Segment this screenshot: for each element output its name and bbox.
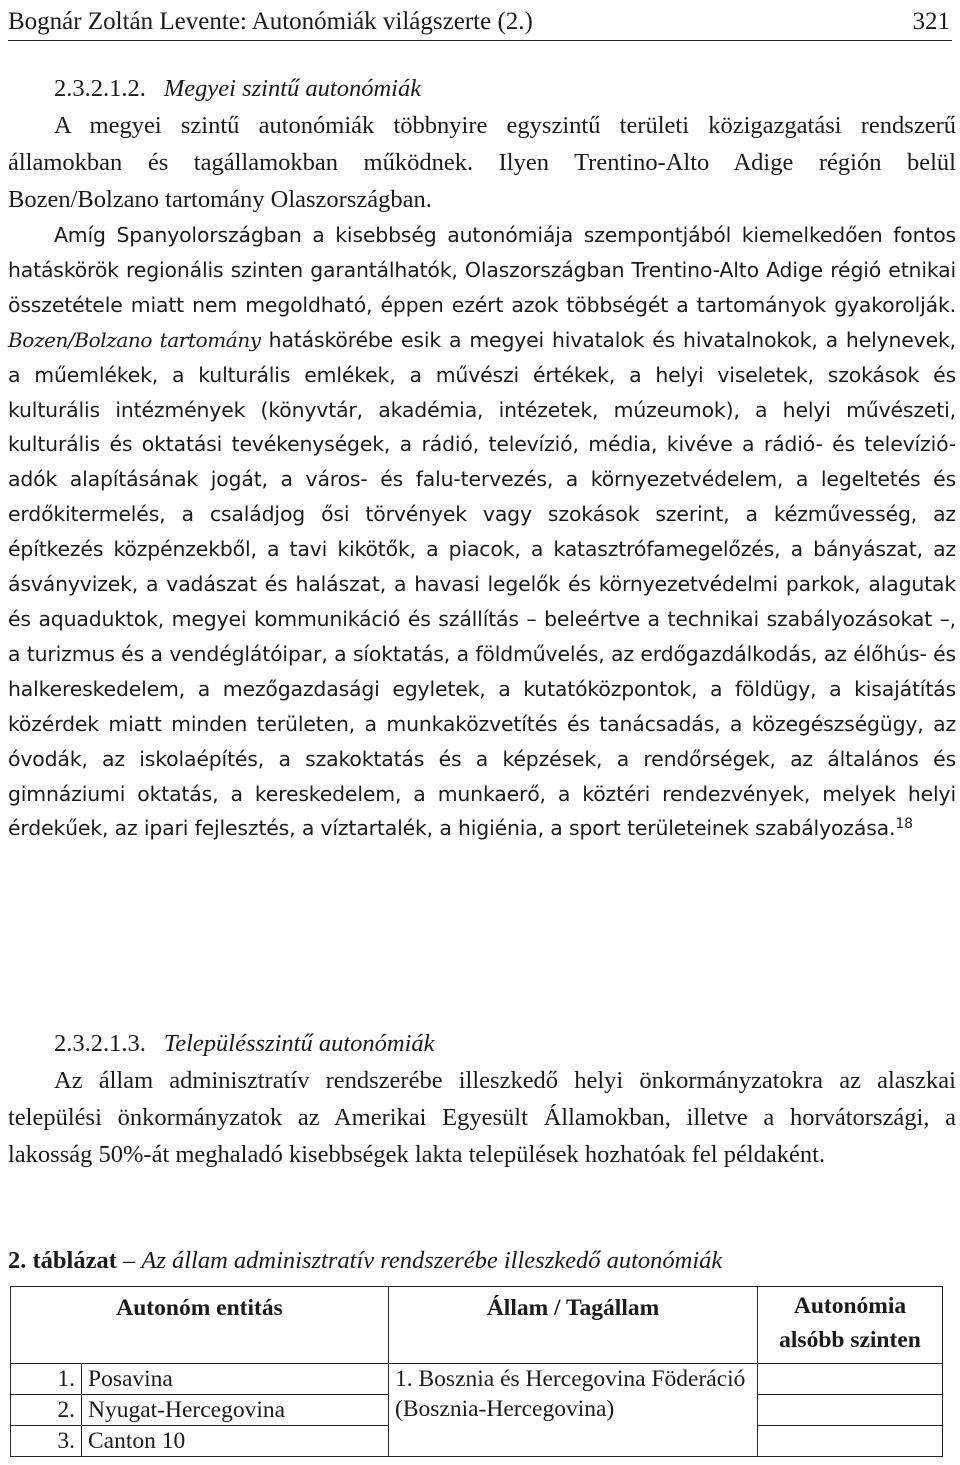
section-telepules <box>8 1025 956 1173</box>
header-state: Állam / Tagállam <box>389 1287 758 1364</box>
autonomy-table <box>10 1286 943 1457</box>
header-rule <box>8 40 952 41</box>
state-cell: 1. Bosznia és Hercegovina Föderáció (Bosznia-Hercegovina) <box>389 1364 758 1457</box>
section-number: 2.3.2.1.2. <box>54 75 146 102</box>
section-paragraph: Az állam adminisztratív rendszerébe illeszkedő helyi önkormányzatokra az alaszkai települési önkormányzatok az Amerikai Egyesült Államokban, illetve a horvátországi, a lakosság 50%-át meghaladó kisebbségek lakta települések hozhatóak fel példaként. <box>8 1067 956 1168</box>
table-caption <box>8 1244 722 1278</box>
footnote-ref: 18 <box>895 816 913 833</box>
table-row <box>11 1364 943 1395</box>
section-paragraph: A megyei szintű autonómiák többnyire egyszintű területi közigazgatási rendszerű államokban és tagállamokban működnek. Ilyen Trentino-Alto Adige régión belül Bozen/Bolzano tartomány Olaszországban. <box>8 112 956 213</box>
section-heading <box>8 1025 956 1062</box>
page-number: 321 <box>912 8 950 35</box>
quote-text: Amíg Spanyolországban a kisebbség autonómiája szempontjából kiemelkedően fontos hatáskörök regionális szinten garantálhatók, Olaszországban Trentino-Alto Adige régió etnikai összetétele miatt nem megoldható, éppen ezért azok többségét a tartományok gyakorolják. <box>8 223 956 317</box>
row-entity: Canton 10 <box>82 1426 389 1457</box>
table-label: 2. táblázat <box>8 1247 117 1274</box>
row-lower-level <box>758 1395 943 1426</box>
section-megyei <box>8 70 956 218</box>
section-title: Településszintű autonómiák <box>163 1030 435 1057</box>
caption-text: Az állam adminisztratív rendszerébe illeszkedő autonómiák <box>141 1247 723 1274</box>
section-heading <box>8 70 956 107</box>
header-lower-level: Autonómia alsóbb szinten <box>758 1287 943 1364</box>
section-title: Megyei szintű autonómiák <box>163 75 422 102</box>
section-number: 2.3.2.1.3. <box>54 1030 146 1057</box>
quote-italic-term: Bozen/Bolzano tartomány <box>8 327 261 352</box>
header-entity: Autonóm entitás <box>11 1287 389 1364</box>
row-lower-level <box>758 1426 943 1457</box>
row-number: 2. <box>11 1395 82 1426</box>
row-number: 1. <box>11 1364 82 1395</box>
row-lower-level <box>758 1364 943 1395</box>
caption-dash: – <box>123 1247 136 1274</box>
row-entity: Posavina <box>82 1364 389 1395</box>
row-number: 3. <box>11 1426 82 1457</box>
table-header-row <box>11 1287 943 1364</box>
quoted-block <box>8 218 956 846</box>
row-entity: Nyugat-Hercegovina <box>82 1395 389 1426</box>
running-head-title: Bognár Zoltán Levente: Autonómiák világszerte (2.) <box>8 8 533 35</box>
running-head <box>8 6 950 38</box>
quote-text-continued: hatáskörébe esik a megyei hivatalok és hivatalnokok, a helynevek, a műemlékek, a kulturális emlékek, a művészi értékek, a helyi viseletek, szokások és kulturális intézmények (könyvtár, akadémia, intézetek, múzeumok), a helyi művészeti, kulturális és oktatási tevékenységek, a rádió, televízió, média, kivéve a rádió- és televízió-adók alapításának jogát, a város- és falu-tervezés, a környezetvédelem, a legeltetés és erdőkitermelés, a családjog ősi törvények vagy szokások szerint, a kézművesség, az építkezés közpénzekből, a tavi kikötők, a piacok, a katasztrófamegelőzés, a bányászat, az ásványvizek, a vadászat és halászat, a havasi legelők és környezetvédelmi parkok, alagutak és aquaduktok, megyei kommunikáció és szállítás – beleértve a technikai szabályozásokat –, a turizmus és a vendéglátóipar, a síoktatás, a földművelés, az erdőgazdálkodás, az élőhús- és halkereskedelem, a mezőgazdasági egyletek, a kutatóközpontok, a földügy, a kisajátítás közérdek miatt minden területen, a munkaközvetítés és tanácsadás, a közegészségügy, az óvodák, az iskolaépítés, a szakoktatás és a képzések, a rendőrségek, az általános és gimnáziumi oktatás, a kereskedelem, a munkaerő, a köztéri rendezvények, melyek helyi érdekűek, az ipari fejlesztés, a víztartalék, a higiénia, a sport területeinek szabályozása. <box>8 327 956 841</box>
